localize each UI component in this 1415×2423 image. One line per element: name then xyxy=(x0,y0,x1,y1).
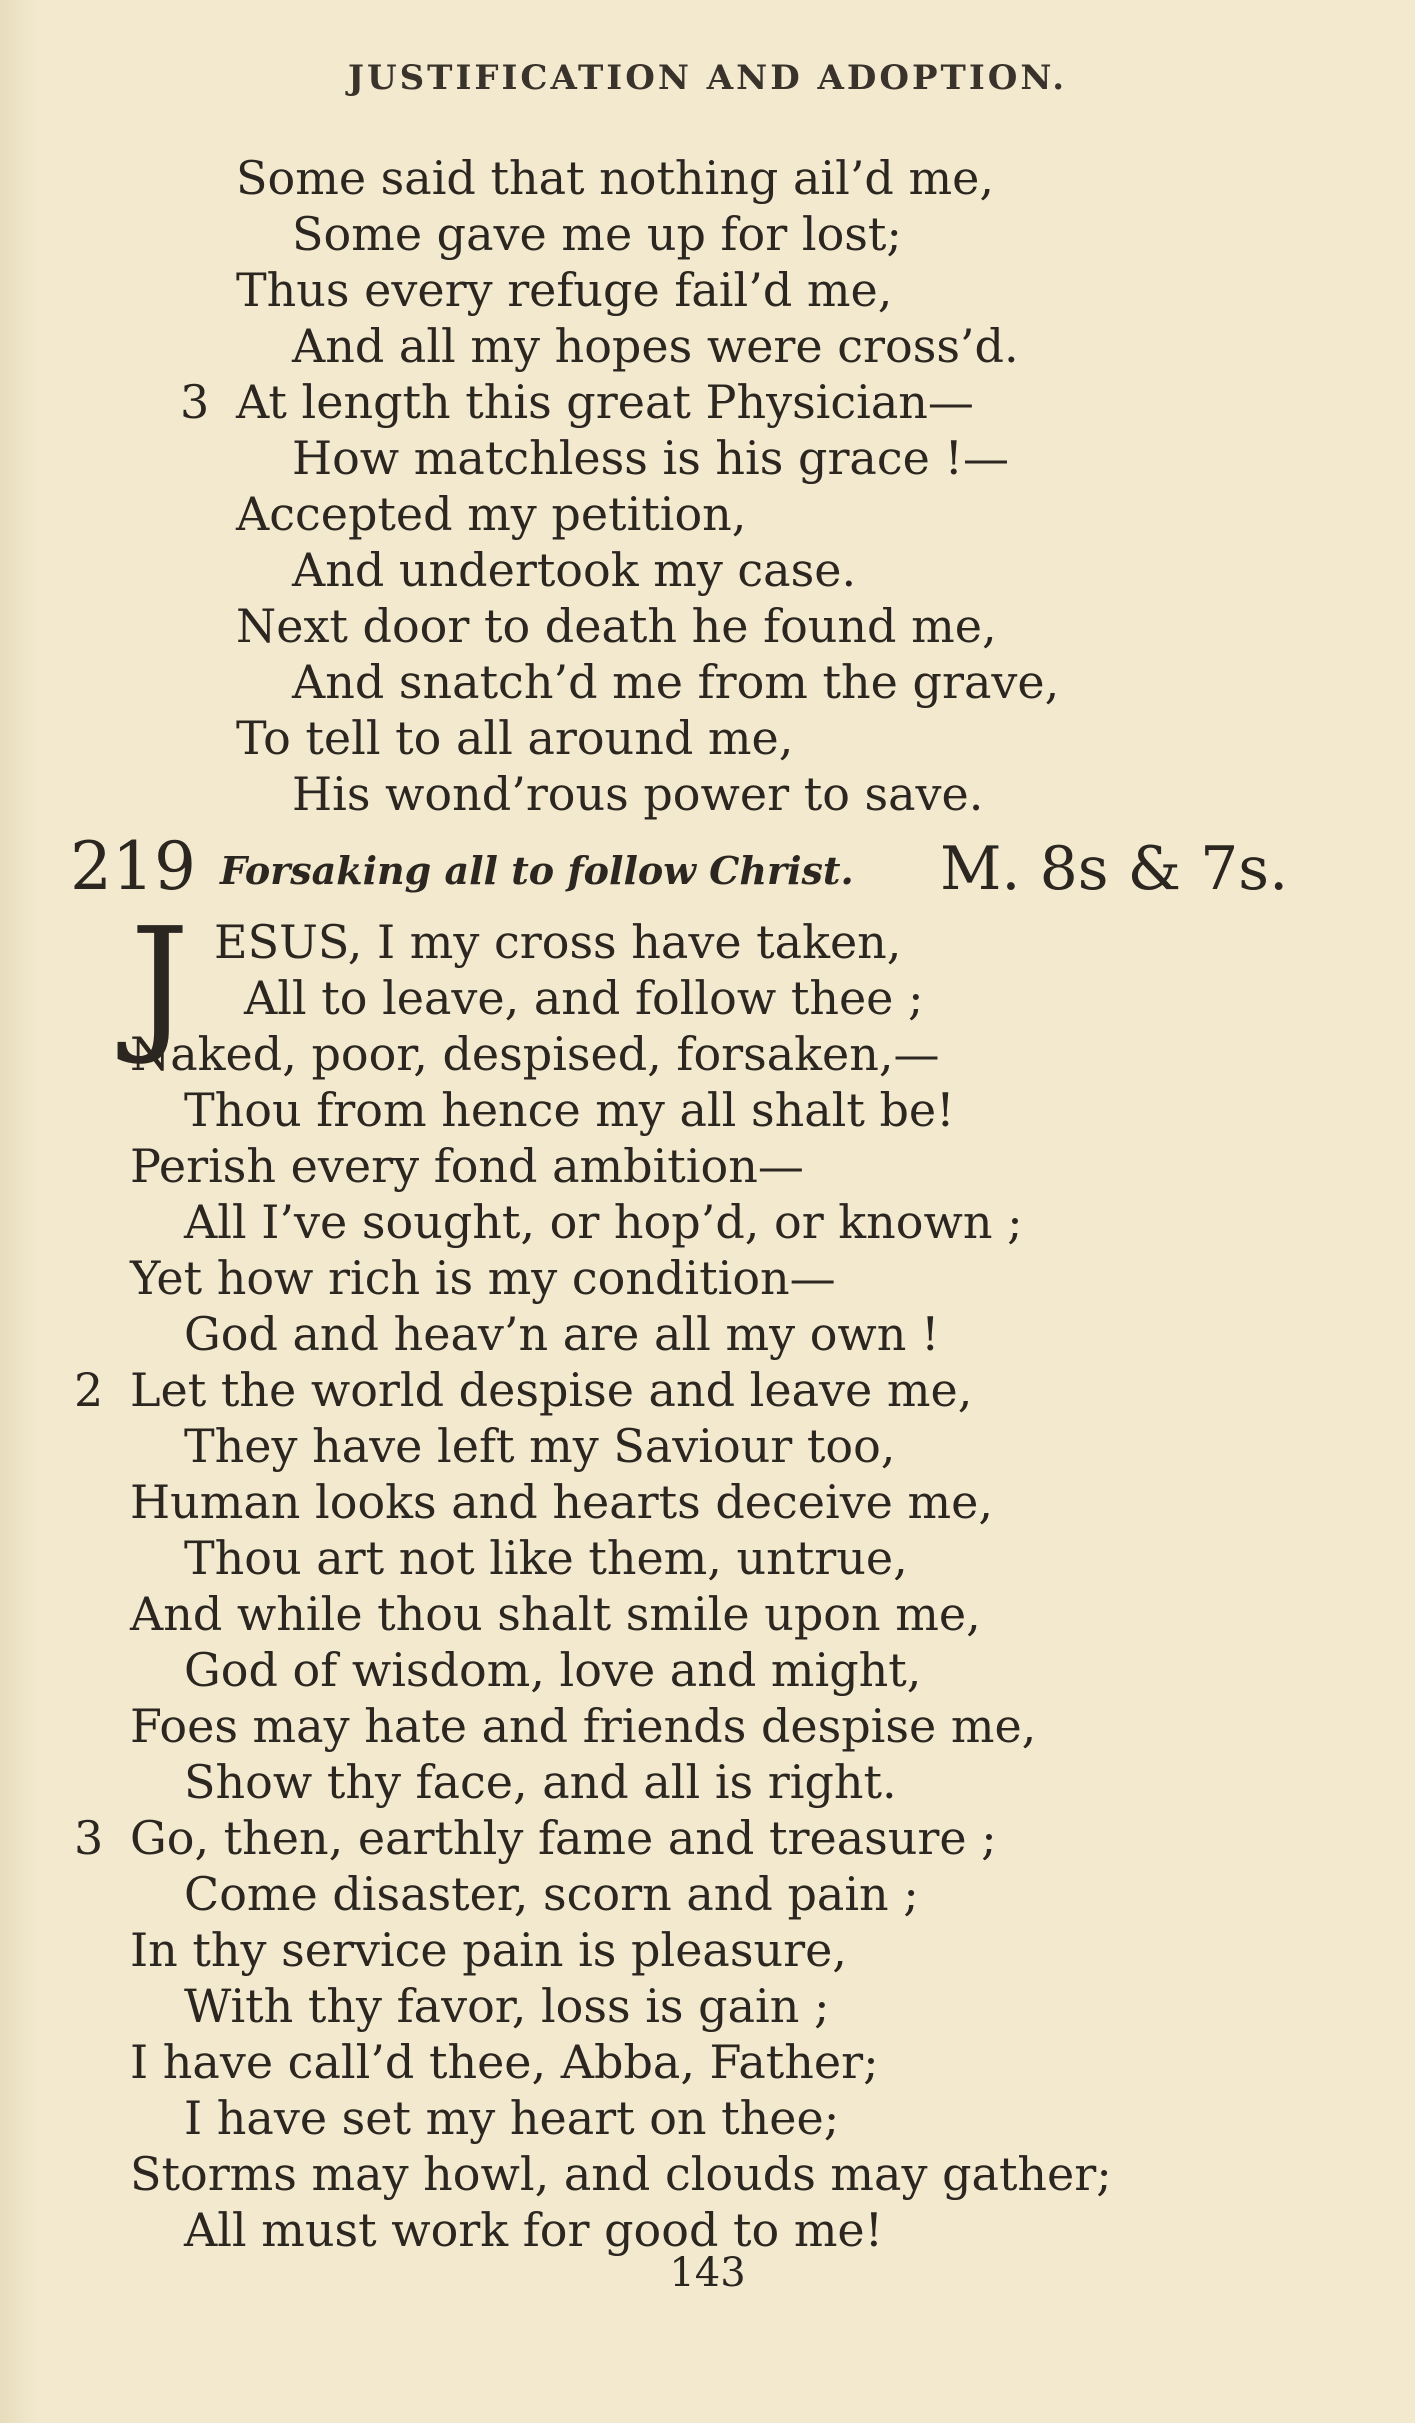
verse-line: And undertook my case. xyxy=(292,543,857,597)
hymn-heading xyxy=(70,828,1370,905)
verse-line: Next door to death he found me, xyxy=(236,599,997,653)
verse-line: Foes may hate and friends despise me, xyxy=(130,1699,1037,1753)
hymn-number: 219 xyxy=(70,828,196,905)
verse-line: Human looks and hearts deceive me, xyxy=(130,1475,993,1529)
verse-line: Thus every refuge fail’d me, xyxy=(236,263,893,317)
verse-line: Naked, poor, despised, forsaken,— xyxy=(130,1027,940,1081)
verse-line: All I’ve sought, or hop’d, or known ; xyxy=(184,1195,1023,1249)
verse-line: And all my hopes were cross’d. xyxy=(292,319,1019,373)
verse-line: God and heav’n are all my own ! xyxy=(184,1307,940,1361)
verse-line: They have left my Saviour too, xyxy=(184,1419,896,1473)
verse-line: In thy service pain is pleasure, xyxy=(130,1923,847,1977)
drop-cap: J xyxy=(130,896,190,1068)
verse-number: 3 xyxy=(180,375,210,429)
verse-line: Storms may howl, and clouds may gather; xyxy=(130,2147,1112,2201)
verse-line: All to leave, and follow thee ; xyxy=(244,971,924,1025)
verse-line: His wond’rous power to save. xyxy=(292,767,984,821)
hymn-meter: M. 8s & 7s. xyxy=(940,834,1289,904)
verse-line: With thy favor, loss is gain ; xyxy=(184,1979,830,2033)
page-edge xyxy=(0,0,38,2423)
verse-line: Yet how rich is my condition— xyxy=(130,1251,836,1305)
verse-line: Show thy face, and all is right. xyxy=(184,1755,897,1809)
verse-number: 3 xyxy=(74,1811,104,1865)
hymn-title: Forsaking all to follow Christ. xyxy=(220,848,854,893)
verse-line: Some said that nothing ail’d me, xyxy=(236,151,994,205)
verse-line: Accepted my petition, xyxy=(236,487,747,541)
verse-line: Come disaster, scorn and pain ; xyxy=(184,1867,919,1921)
verse-line: To tell to all around me, xyxy=(236,711,794,765)
verse-line: And snatch’d me from the grave, xyxy=(292,655,1060,709)
verse-line: Let the world despise and leave me, xyxy=(130,1363,973,1417)
verse-line: Perish every fond ambition— xyxy=(130,1139,804,1193)
verse-line: All must work for good to me! xyxy=(184,2203,884,2257)
verse-number: 2 xyxy=(74,1363,104,1417)
verse-line: Go, then, earthly fame and treasure ; xyxy=(130,1811,997,1865)
verse-line: And while thou shalt smile upon me, xyxy=(130,1587,981,1641)
verse-line: Thou art not like them, untrue, xyxy=(184,1531,908,1585)
verse-line: How matchless is his grace !— xyxy=(292,431,1009,485)
verse-line: God of wisdom, love and might, xyxy=(184,1643,922,1697)
verse-line: Some gave me up for lost; xyxy=(292,207,902,261)
verse-line: I have call’d thee, Abba, Father; xyxy=(130,2035,879,2089)
verse-line: Thou from hence my all shalt be! xyxy=(184,1083,955,1137)
verse-line: ESUS, I my cross have taken, xyxy=(214,915,902,969)
running-header: JUSTIFICATION AND ADOPTION. xyxy=(347,58,1068,98)
verse-line: At length this great Physician— xyxy=(236,375,974,429)
page-number: 143 xyxy=(669,2250,746,2296)
verse-line: I have set my heart on thee; xyxy=(184,2091,840,2145)
